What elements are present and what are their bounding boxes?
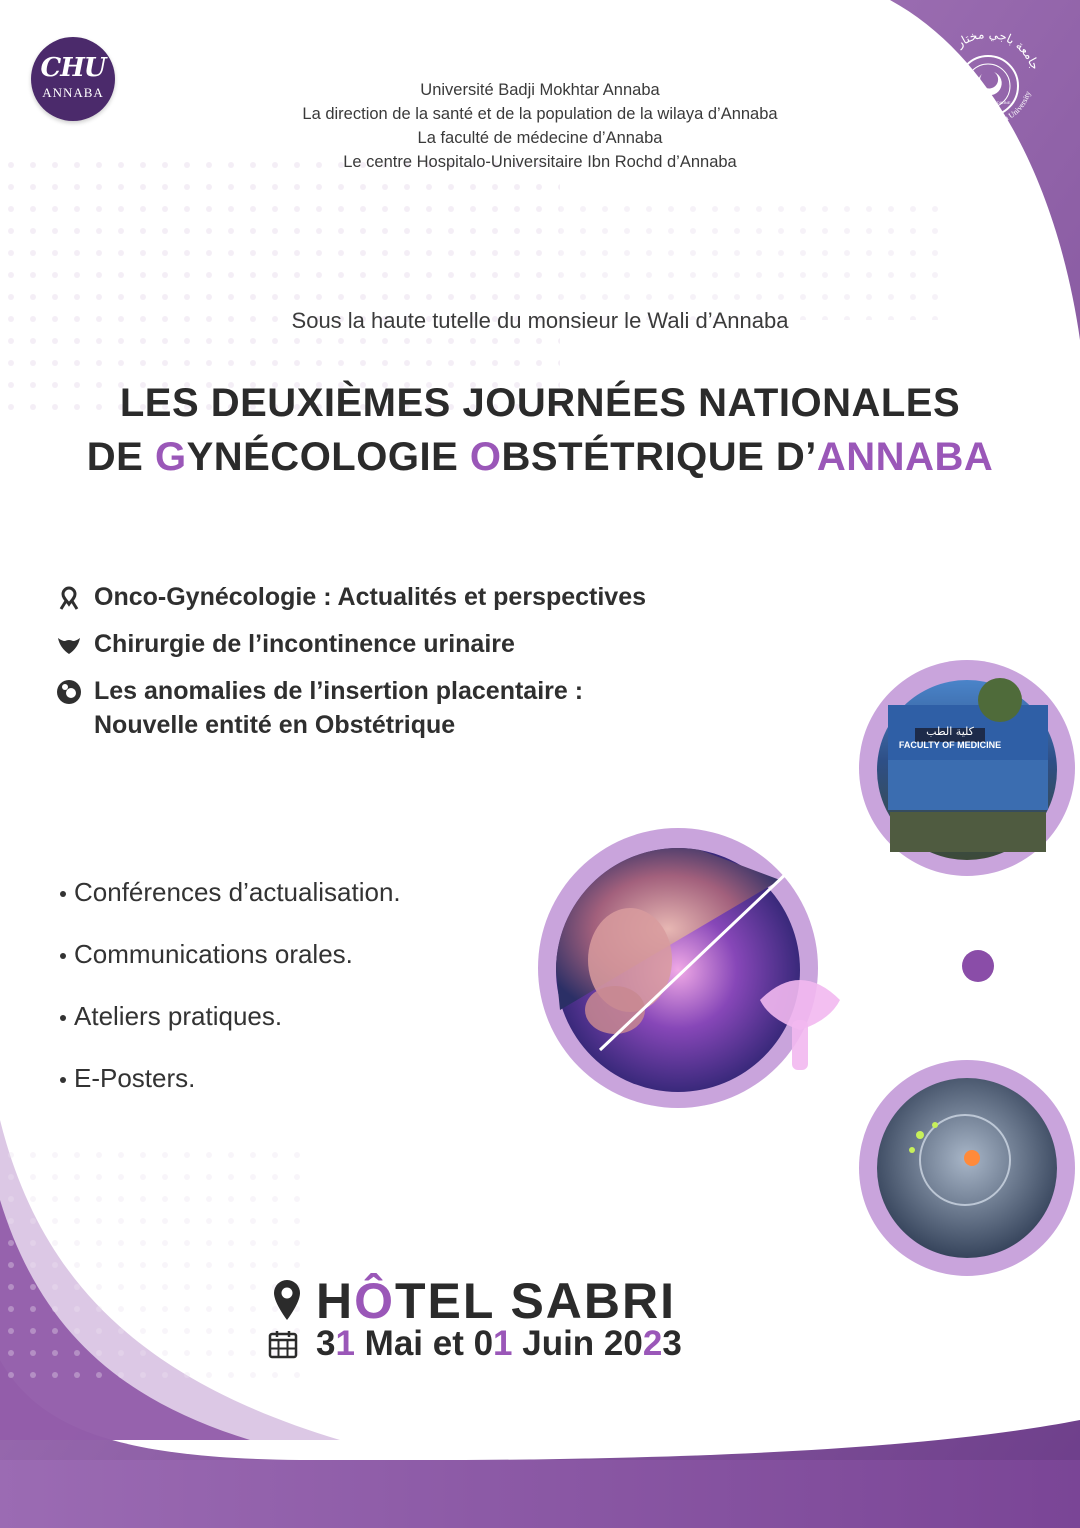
seal-arabic-text: جامعة باجي مختار عنابة — [933, 26, 1043, 72]
activity-item: Ateliers pratiques. — [60, 996, 520, 1058]
venue: HÔTEL SABRI — [272, 1272, 772, 1330]
location-pin-icon — [272, 1278, 302, 1322]
patronage-text: Sous la haute tutelle du monsieur le Wali d’Annaba — [291, 308, 789, 333]
chu-logo-city: ANNABA — [42, 85, 104, 100]
university-seal-logo — [922, 22, 1054, 140]
title-line-1: LES DEUXIÈMES JOURNÉES NATIONALES — [119, 381, 961, 425]
organizer-line: Université Badji Mokhtar Annaba — [420, 81, 660, 99]
topics-list — [56, 580, 776, 755]
chu-logo-mark: CHU — [40, 53, 106, 83]
breast-anatomy-photo — [877, 1078, 1057, 1258]
activity-item: Communications orales. — [60, 934, 520, 996]
activity-item: Conférences d’actualisation. — [60, 872, 520, 934]
seal-latin-text: Badji Mokhtar – Annaba University — [943, 89, 1033, 127]
organizer-line: Le centre Hospitalo-Universitaire Ibn Rochd d’Annaba — [343, 153, 737, 171]
seal-inner-text: FACULTY OF MEDICINE — [965, 100, 1011, 105]
topic-item: Onco-Gynécologie : Actualités et perspectives — [56, 580, 776, 614]
topic-item: Chirurgie de l’incontinence urinaire — [56, 627, 776, 661]
activity-item: E-Posters. — [60, 1058, 520, 1120]
organizer-line: La faculté de médecine d’Annaba — [417, 129, 663, 147]
activities-list — [60, 872, 520, 1120]
calendar-icon — [268, 1329, 298, 1359]
faculty-building-photo — [877, 678, 1057, 860]
event-date: 31 Mai et 01 Juin 2023 — [268, 1324, 788, 1364]
ribbon-icon — [56, 585, 82, 611]
chu-annaba-logo — [31, 37, 115, 121]
building-sign-arabic: كلية الطب — [926, 725, 974, 738]
placenta-icon — [56, 679, 82, 705]
topic-item: Les anomalies de l’insertion placentaire : Nouvelle entité en Obstétrique — [56, 674, 776, 742]
bladder-icon — [56, 632, 82, 658]
building-sign: FACULTY OF MEDICINE — [898, 740, 1002, 750]
organizers-list — [240, 78, 840, 174]
svg-text:جامعة باجي مختار عنابة — [934, 27, 1043, 72]
event-title — [40, 376, 1040, 484]
title-line-2: DE GYNÉCOLOGIE OBSTÉTRIQUE D’ANNABA — [86, 435, 994, 479]
organizer-line: La direction de la santé et de la population de la wilaya d’Annaba — [302, 105, 778, 123]
